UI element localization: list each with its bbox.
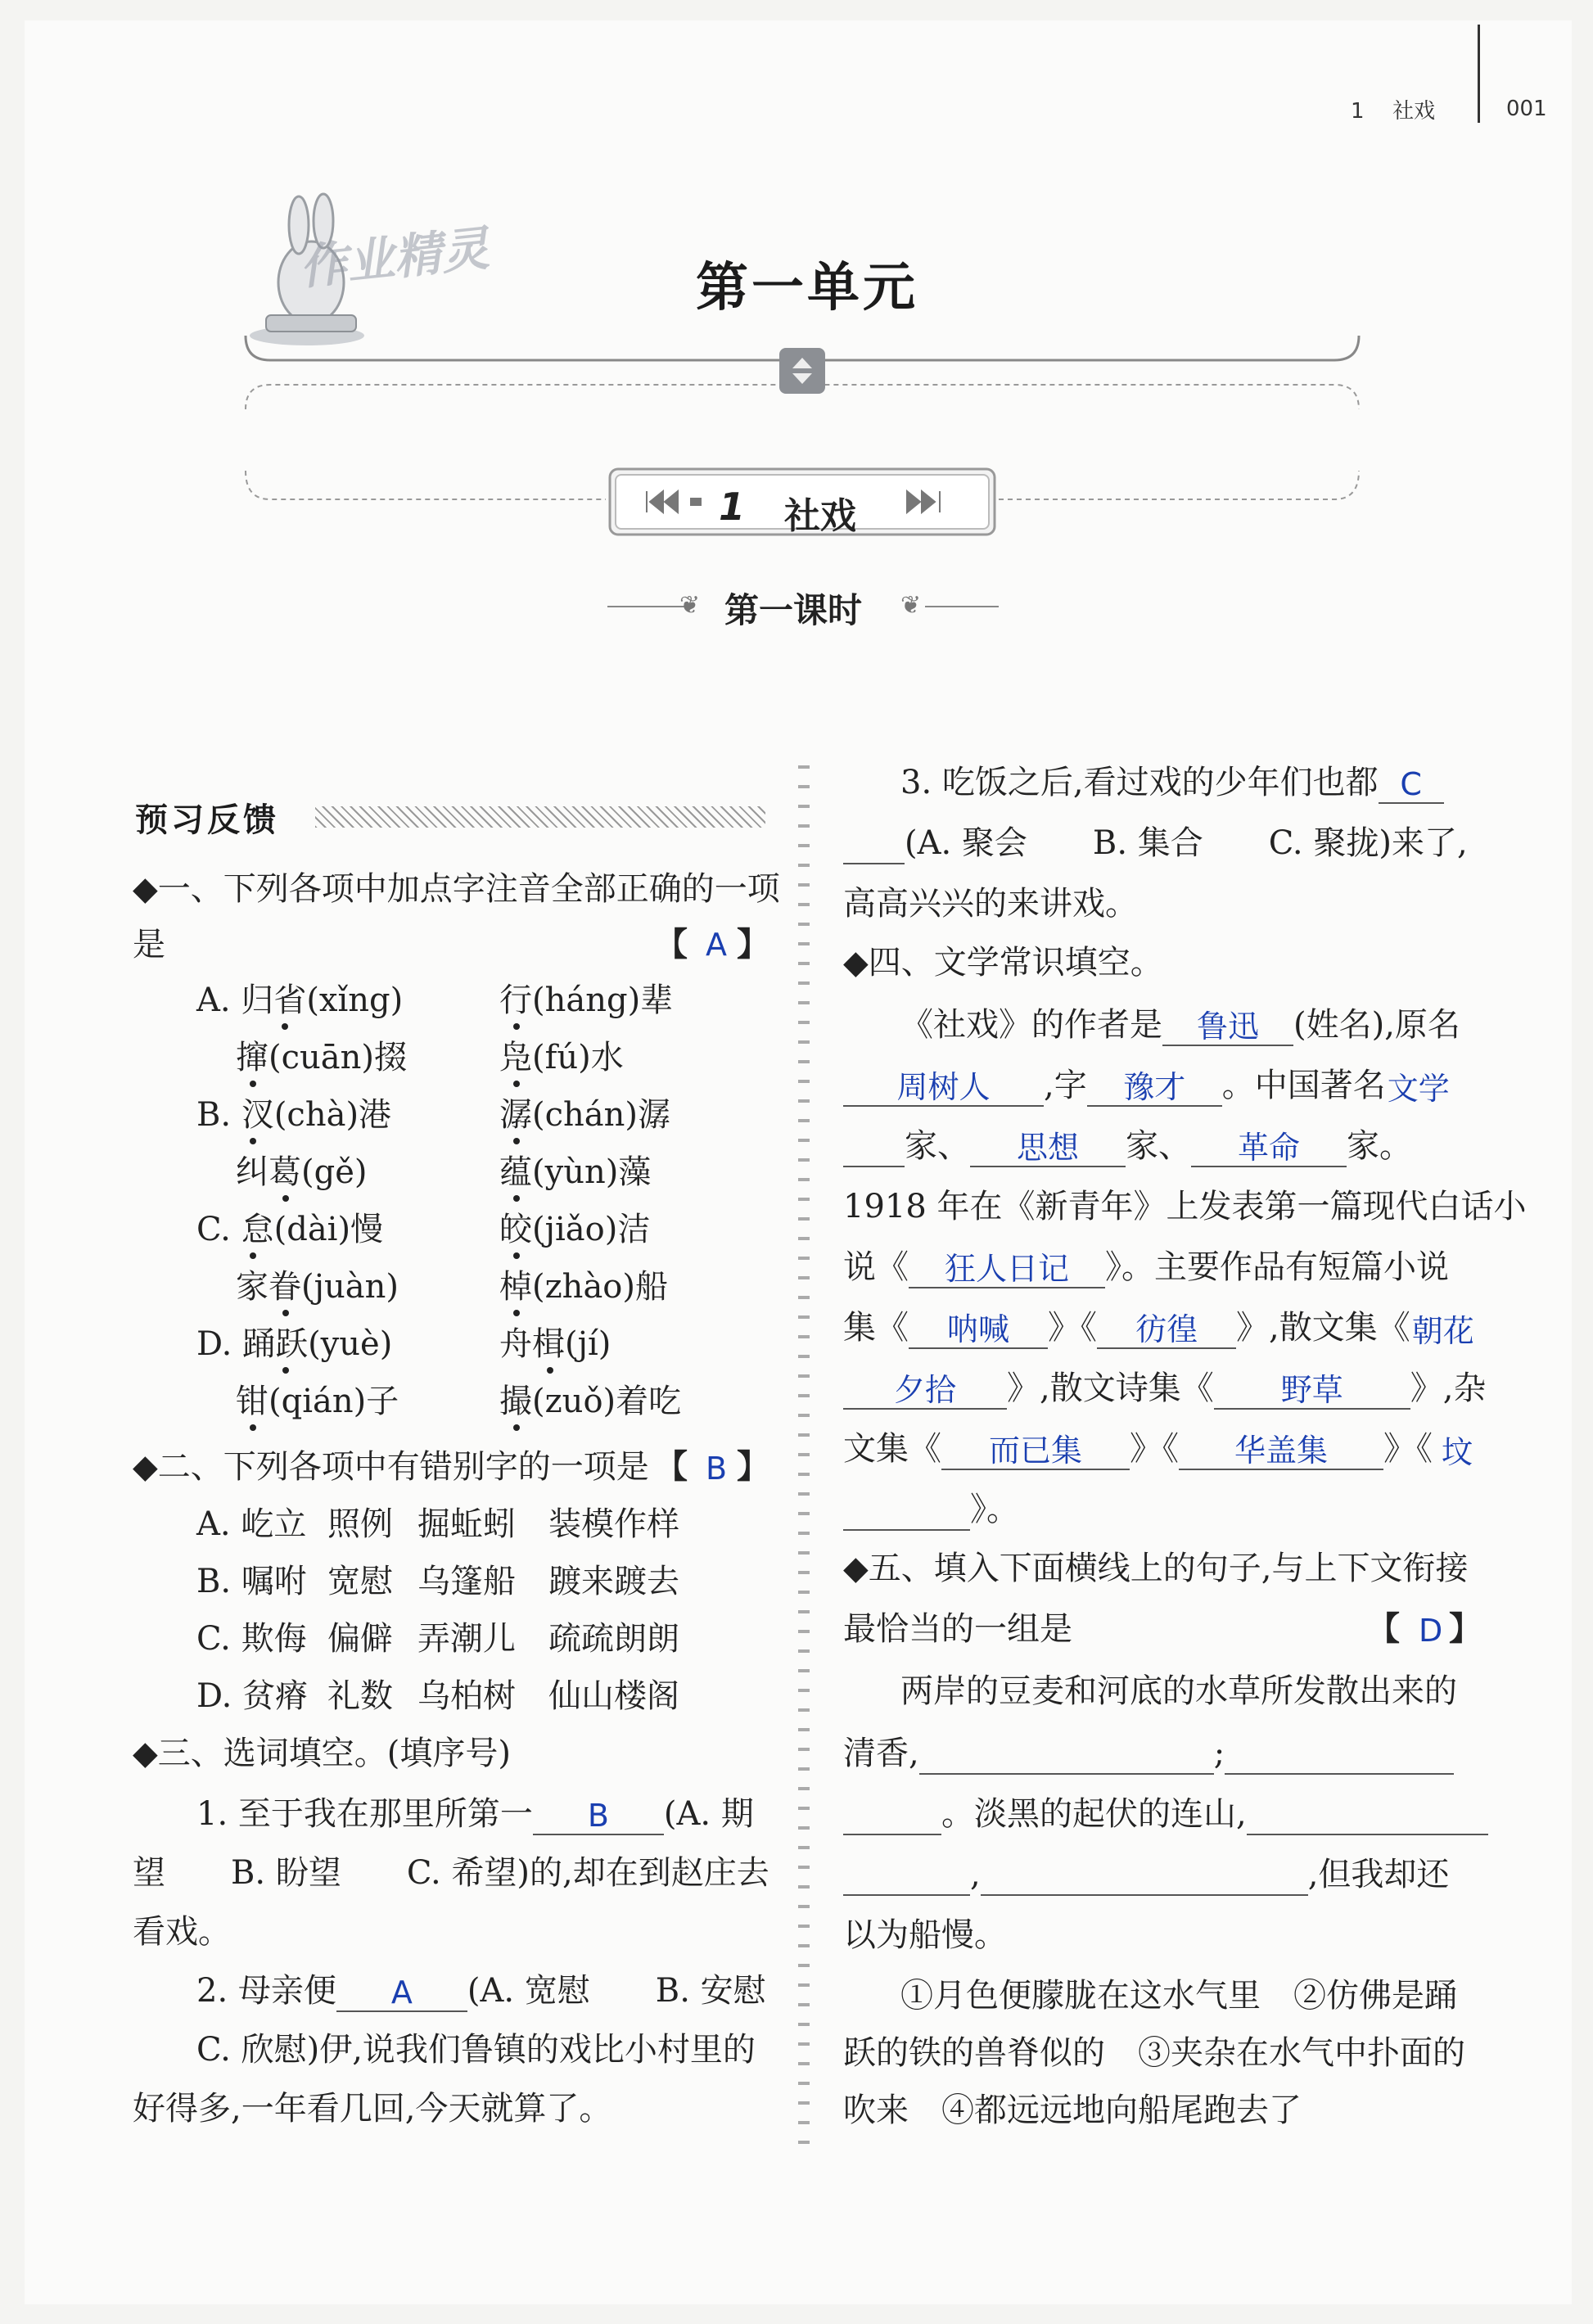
unit-title: 第一单元: [696, 258, 918, 318]
q4-text: 集《: [843, 1309, 909, 1347]
q5-option-line2: 跃的铁的兽脊似的 ③夹杂在水气中扑面的: [843, 2034, 1465, 2072]
q2-opt-cell: 乌篷船: [417, 1563, 516, 1600]
q4-text: 《社戏》的作者是: [900, 1006, 1162, 1044]
q2-opt-cell: 偏僻: [327, 1620, 393, 1658]
q4-text: 。中国著名: [1221, 1067, 1386, 1104]
q4-line3: [843, 1125, 1412, 1167]
q5-text: 。淡黑的起伏的连山,: [941, 1795, 1247, 1833]
q5-text: ,: [970, 1856, 981, 1893]
q5-bracket-right: 】: [1449, 1610, 1482, 1648]
q5-bracket-left: 【: [1367, 1610, 1400, 1648]
q4-blank-surname[interactable]: 鲁迅: [1162, 1005, 1293, 1046]
q3-item1-line3: 看戏。: [133, 1913, 231, 1951]
q2-opt-cell: A. 屹立: [196, 1505, 307, 1543]
q4-text: 家。: [1347, 1127, 1412, 1165]
q4-text: 》《: [1048, 1309, 1097, 1347]
q4-line7: [843, 1367, 1486, 1410]
q5-text: 清香,: [843, 1735, 919, 1772]
session-title: 第一课时: [724, 590, 863, 630]
q2-opt-cell: 仙山楼阁: [548, 1677, 679, 1715]
q4-text: 文集《: [843, 1430, 941, 1468]
q5-passage-line3: [843, 1793, 1488, 1835]
q5-passage-line1: 两岸的豆麦和河底的水草所发散出来的: [900, 1672, 1457, 1710]
q3-item2-blank[interactable]: A: [336, 1971, 467, 2012]
emphasis-dot: [513, 1138, 520, 1144]
q5-blank-1[interactable]: [919, 1734, 1214, 1775]
watermark-logo: 作业精灵: [296, 220, 492, 296]
q2-opt-cell: 弄潮儿: [417, 1620, 516, 1658]
q3-item1-blank[interactable]: B: [533, 1794, 664, 1835]
q2-opt-cell: C. 欺侮: [196, 1620, 307, 1658]
session-ornament-left: ❦: [679, 591, 701, 620]
q5-stem-line2: 最恰当的一组是: [843, 1610, 1072, 1648]
q2-opt-cell: 装模作样: [548, 1505, 679, 1543]
q1-opt-c4: 棹(zhào)船: [499, 1268, 668, 1306]
q5-passage-line4: [843, 1853, 1449, 1896]
q4-line5: [843, 1246, 1449, 1288]
q5-blank-3-cont: [843, 1855, 970, 1896]
q4-line4: 1918 年在《新青年》上发表第一篇现代白话小: [843, 1188, 1527, 1225]
q4-text: 》《: [1130, 1430, 1179, 1468]
q1-stem-line2: 是: [133, 926, 165, 963]
emphasis-dot: [513, 1310, 520, 1316]
emphasis-dot: [513, 1252, 520, 1259]
session-rule-right: [925, 606, 999, 607]
q1-bracket-right: 】: [737, 926, 769, 963]
q4-line6: [843, 1306, 1476, 1349]
q4-blank-call-to-arms[interactable]: 呐喊: [909, 1308, 1048, 1349]
q5-passage-line2: [843, 1732, 1454, 1775]
q2-opt-d: [196, 1675, 679, 1717]
q3-item2-line2: C. 欣慰)伊,说我们鲁镇的戏比小村里的: [196, 2031, 756, 2069]
q5-answer: D: [1419, 1613, 1443, 1649]
q2-stem: ◆二、下列各项中有错别字的一项是: [133, 1448, 649, 1486]
emphasis-dot: [250, 1424, 256, 1431]
q2-opt-cell: 照例: [327, 1505, 393, 1543]
q3-stem: ◆三、选词填空。(填序号): [133, 1735, 511, 1772]
q1-opt-d4: 撮(zuǒ)着吃: [499, 1383, 682, 1420]
q4-text: 家、: [1126, 1127, 1191, 1165]
q2-opt-cell: 乌柏树: [417, 1677, 516, 1715]
q3-item1-line2: 望 B. 盼望 C. 希望)的,却在到赵庄去: [133, 1854, 769, 1892]
lesson-banner-number: 1: [719, 485, 746, 529]
header-divider: [1478, 25, 1480, 123]
q2-opt-cell: 礼数: [327, 1677, 393, 1715]
q5-blank-2[interactable]: [1225, 1734, 1454, 1775]
emphasis-dot: [547, 1367, 553, 1374]
q2-opt-cell: D. 贫瘠: [196, 1677, 309, 1715]
q2-opt-cell: 踱来踱去: [548, 1563, 679, 1600]
q4-blank-huagai[interactable]: 华盖集: [1179, 1429, 1383, 1470]
q4-blank-field1[interactable]: 文学: [1387, 1071, 1450, 1107]
q1-opt-a4: 凫(fú)水: [499, 1039, 624, 1076]
emphasis-dot: [250, 1138, 256, 1144]
lesson-banner-title: 社戏: [784, 495, 856, 537]
emphasis-dot: [282, 1310, 289, 1316]
q5-stem-line1: ◆五、填入下面横线上的句子,与上下文衔接: [843, 1550, 1469, 1587]
page-number: 001: [1506, 97, 1547, 121]
q1-opt-a1: A. 归省(xǐng): [196, 981, 404, 1019]
q3-item3-blank-cont: [843, 824, 905, 864]
q4-blank-field2[interactable]: 思想: [970, 1126, 1126, 1167]
q3-item2-options: (A. 宽慰 B. 安慰: [467, 1972, 766, 2010]
q3-item3-line3: 高高兴兴的来讲戏。: [843, 885, 1138, 923]
q3-item2-line3: 好得多,一年看几回,今天就算了。: [133, 2090, 612, 2128]
q5-blank-4[interactable]: [981, 1855, 1308, 1896]
q2-opt-cell: 掘蚯蚓: [417, 1505, 516, 1543]
section-title-hatch: [315, 806, 765, 828]
q1-opt-b1: B. 汊(chà)港: [196, 1096, 392, 1134]
q2-opt-b: [196, 1560, 679, 1603]
q1-bracket-left: 【: [655, 926, 688, 963]
q4-blank-wild-grass[interactable]: 野草: [1214, 1369, 1410, 1410]
q1-opt-c1: C. 怠(dài)慢: [196, 1211, 384, 1248]
emphasis-dot: [513, 1081, 520, 1087]
q4-blank-morning-flowers-1[interactable]: 朝花: [1411, 1313, 1474, 1349]
q5-option-line3: 吹来 ④都远远地向船尾跑去了: [843, 2092, 1302, 2129]
q3-item1-line1: [196, 1793, 754, 1835]
q2-opt-cell: 宽慰: [327, 1563, 393, 1600]
q4-text: 》《: [1383, 1430, 1433, 1468]
emphasis-dot: [513, 1023, 520, 1030]
header-lesson-name: 社戏: [1392, 99, 1436, 124]
q2-bracket-left: 【: [655, 1448, 688, 1486]
q4-blank-novel[interactable]: 狂人日记: [909, 1248, 1105, 1288]
q4-line9: [843, 1488, 1019, 1531]
q4-blank-field3[interactable]: 革命: [1191, 1126, 1347, 1167]
q4-blank-grave[interactable]: 坟: [1441, 1434, 1473, 1470]
q1-opt-d2: 舟楫(jí): [499, 1325, 611, 1363]
q4-text: 》,杂: [1410, 1370, 1487, 1407]
q3-item3-blank[interactable]: C: [1379, 763, 1444, 804]
q4-blank-courtesy-name[interactable]: 豫才: [1087, 1066, 1222, 1107]
emphasis-dot: [513, 1195, 520, 1202]
q5-text: ;: [1213, 1735, 1225, 1772]
q3-item2-text: 2. 母亲便: [196, 1972, 336, 2010]
running-header: [1351, 94, 1435, 124]
emphasis-dot: [282, 1367, 289, 1374]
emphasis-dot: [250, 1252, 256, 1259]
q3-item1-text: 1. 至于我在那里所第一: [196, 1795, 533, 1833]
q4-line1: [900, 1004, 1460, 1046]
q1-opt-c2: 皎(jiǎo)洁: [499, 1211, 651, 1248]
q1-answer: A: [706, 927, 727, 963]
q1-opt-a3: 撺(cuān)掇: [236, 1039, 407, 1076]
q4-blank-grave-cont: [843, 1490, 970, 1531]
q2-answer: B: [706, 1451, 728, 1487]
q3-item1-options: (A. 期: [663, 1795, 754, 1833]
emphasis-dot: [250, 1081, 256, 1087]
q2-opt-cell: 疏疏朗朗: [548, 1620, 679, 1658]
q2-opt-cell: B. 嘱咐: [196, 1563, 307, 1600]
q4-text: 》。主要作品有短篇小说: [1105, 1248, 1449, 1286]
q4-text: 》。: [970, 1491, 1019, 1528]
session-rule-left: [607, 606, 685, 607]
q1-opt-b4: 蕴(yùn)藻: [499, 1153, 652, 1191]
q1-opt-b3: 纠葛(gě): [236, 1153, 368, 1191]
q1-opt-b2: 潺(chán)潺: [499, 1096, 670, 1134]
q4-text: ,字: [1044, 1067, 1087, 1104]
q2-bracket-right: 】: [737, 1448, 769, 1486]
q3-item2-line1: [196, 1970, 766, 2012]
column-divider: [798, 757, 810, 2149]
q4-text: 》,散文诗集《: [1007, 1370, 1214, 1407]
q4-text: 家、: [905, 1127, 970, 1165]
q4-text: 》,散文集《: [1236, 1309, 1410, 1347]
q4-blank-wandering[interactable]: 彷徨: [1097, 1308, 1236, 1349]
q1-stem-line1: ◆一、下列各项中加点字注音全部正确的一项: [133, 870, 780, 908]
q4-line8: [843, 1428, 1482, 1470]
q4-blank-original-name[interactable]: 周树人: [843, 1066, 1044, 1107]
q5-blank-3[interactable]: [1247, 1794, 1488, 1835]
q2-opt-a: [196, 1503, 679, 1546]
session-ornament-right: ❦: [900, 591, 922, 620]
q5-blank-2-cont: [843, 1794, 941, 1835]
q5-text: ,但我却还: [1307, 1856, 1450, 1893]
q4-line2: [843, 1064, 1451, 1107]
q4-blank-morning-flowers-2[interactable]: 夕拾: [843, 1369, 1007, 1410]
emphasis-dot: [282, 1195, 289, 1202]
q3-item3-text: 3. 吃饭之后,看过戏的少年们也都: [900, 764, 1379, 801]
q1-opt-d3: 钳(qián)子: [236, 1383, 399, 1420]
q4-blank-field1-cont: [843, 1126, 905, 1167]
header-lesson-no: 1: [1351, 99, 1365, 124]
q4-text: 说《: [843, 1248, 909, 1286]
q4-stem: ◆四、文学常识填空。: [843, 944, 1163, 981]
q2-opt-c: [196, 1618, 679, 1660]
q4-text: (姓名),原名: [1293, 1006, 1460, 1044]
q1-opt-d1: D. 踊跃(yuè): [196, 1325, 393, 1363]
section-title: 预习反馈: [135, 801, 279, 839]
q1-opt-a2: 行(háng)辈: [499, 981, 674, 1019]
emphasis-dot: [282, 1023, 288, 1030]
q3-item3-options: (A. 聚会 B. 集合 C. 聚拢)来了,: [905, 824, 1468, 862]
unit-ornament: [237, 327, 1367, 426]
q5-option-line1: ①月色便朦胧在这水气里 ②仿佛是踊: [900, 1977, 1457, 2015]
q1-opt-c3: 家眷(juàn): [236, 1268, 399, 1306]
emphasis-dot: [513, 1424, 520, 1431]
q3-item3-line2: [843, 822, 1468, 864]
q4-blank-eryi[interactable]: 而已集: [941, 1429, 1130, 1470]
q5-passage-line5: 以为船慢。: [843, 1916, 1007, 1954]
q3-item3-line1: [900, 761, 1444, 804]
